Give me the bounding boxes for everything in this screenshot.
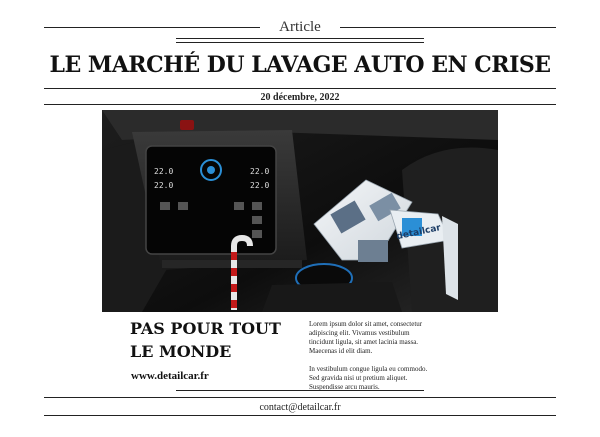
car-interior-illustration [102,110,498,312]
top-rule-right [340,27,556,28]
screen-readout-3: 22.0 [154,181,174,190]
website-link[interactable]: www.detailcar.fr [131,370,209,382]
screen-readout-1: 22.0 [154,167,174,176]
screen-readout-4: 22.0 [250,181,270,190]
columns-rule [176,390,424,391]
article-body [309,320,434,401]
section-label: Article [279,19,321,35]
date-rule-upper [44,88,556,89]
date-rule-lower [44,104,556,105]
headline-line-2: LE MONDE [130,342,232,361]
article-photo [102,110,498,312]
top-rule-left [44,27,260,28]
footer-rule-lower [44,415,556,416]
headline-line-1: PAS POUR TOUT [130,319,281,338]
screen-readout-2: 22.0 [250,167,270,176]
contact-email[interactable]: contact@detailcar.fr [259,402,341,413]
title-rule-lower [176,42,424,43]
body-paragraph-1: Lorem ipsum dolor sit amet, consectetur adipiscing elit. Vivamus vestibulum tincidunt ligula, sit amet lacinia massa. Maecenas id elit diam. [309,320,423,355]
footer-rule-upper [44,397,556,398]
article-title: LE MARCHÉ DU LAVAGE AUTO EN CRISE [49,52,551,78]
infotainment-screen [146,146,276,254]
body-paragraph-2: In vestibulum congue ligula eu commodo. Sed gravida nisi ut pretium aliquet. Suspendisse arcu mauris. [309,365,428,391]
title-rule-upper [176,38,424,39]
article-headline [130,317,300,363]
article-date: 20 décembre, 2022 [260,92,340,103]
brand-text: detailcar [395,223,442,243]
